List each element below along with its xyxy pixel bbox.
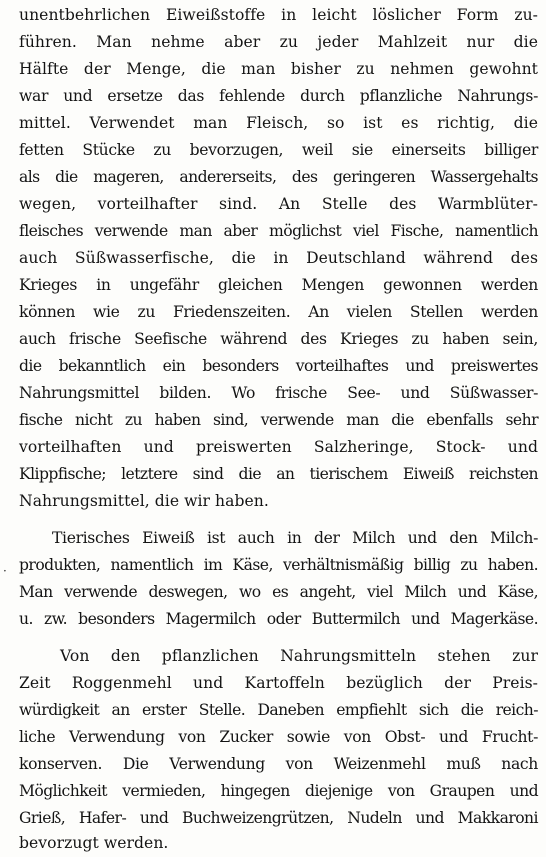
text-line: Krieges in ungefähr gleichen Mengen gewonnen werden [19,276,538,294]
text-line: Man verwende deswegen, wo es angeht, viel Milch und Käse, [19,583,538,601]
text-line: mittel. Verwendet man Fleisch, so ist es richtig, die [19,114,538,132]
text-line: Grieß, Hafer- und Buchweizengrützen, Nudeln und Makkaroni [19,809,538,827]
text-line: die bekanntlich ein besonders vorteilhaftes und preiswertes [19,357,538,375]
text-line: würdigkeit an erster Stelle. Daneben empfiehlt sich die reich- [19,701,538,719]
text-line: fische nicht zu haben sind, verwende man die ebenfalls sehr [19,411,538,429]
text-line: fetten Stücke zu bevorzugen, weil sie einerseits billiger [19,141,538,159]
text-line: vorteilhaften und preiswerten Salzheringe, Stock- und [19,438,538,456]
text-line: als die mageren, andererseits, des geringeren Wassergehalts [19,168,538,186]
text-line: Von den pflanzlichen Nahrungsmitteln stehen zur [60,647,538,665]
text-line: auch Süßwasserfische, die in Deutschland während des [19,249,538,267]
text-line: produkten, namentlich im Käse, verhältnismäßig billig zu haben. [19,556,538,574]
text-line: Klippfische; letztere sind die an tierischem Eiweiß reichsten [19,465,538,483]
text-line: fleisches verwende man aber möglichst viel Fische, namentlich [19,222,538,240]
text-line: war und ersetze das fehlende durch pflanzliche Nahrungs- [19,87,538,105]
text-line: Zeit Roggenmehl und Kartoffeln bezüglich der Preis- [19,674,538,692]
text-line: Möglichkeit vermieden, hingegen diejenige von Graupen und [19,782,538,800]
margin-mark: · [3,564,7,578]
text-line: Nahrungsmittel bilden. Wo frische See- und Süßwasser- [19,384,538,402]
text-line: bevorzugt werden. [19,834,169,852]
text-line: führen. Man nehme aber zu jeder Mahlzeit nur die [19,33,538,51]
text-line: Nahrungsmittel, die wir haben. [19,492,269,510]
text-line: auch frische Seefische während des Krieges zu haben sein, [19,330,538,348]
text-line: liche Verwendung von Zucker sowie von Obst- und Frucht- [19,728,538,746]
text-line: unentbehrlichen Eiweißstoffe in leicht löslicher Form zu- [19,6,538,24]
text-line: wegen, vorteilhafter sind. An Stelle des Warmblüter- [19,195,538,213]
text-line: u. zw. besonders Magermilch oder Buttermilch und Magerkäse. [19,610,538,628]
text-line: konserven. Die Verwendung von Weizenmehl muß nach [19,755,538,773]
text-line: Hälfte der Menge, die man bisher zu nehmen gewohnt [19,60,538,78]
text-line: können wie zu Friedenszeiten. An vielen Stellen werden [19,303,538,321]
text-line: Tierisches Eiweiß ist auch in der Milch und den Milch- [52,529,538,547]
